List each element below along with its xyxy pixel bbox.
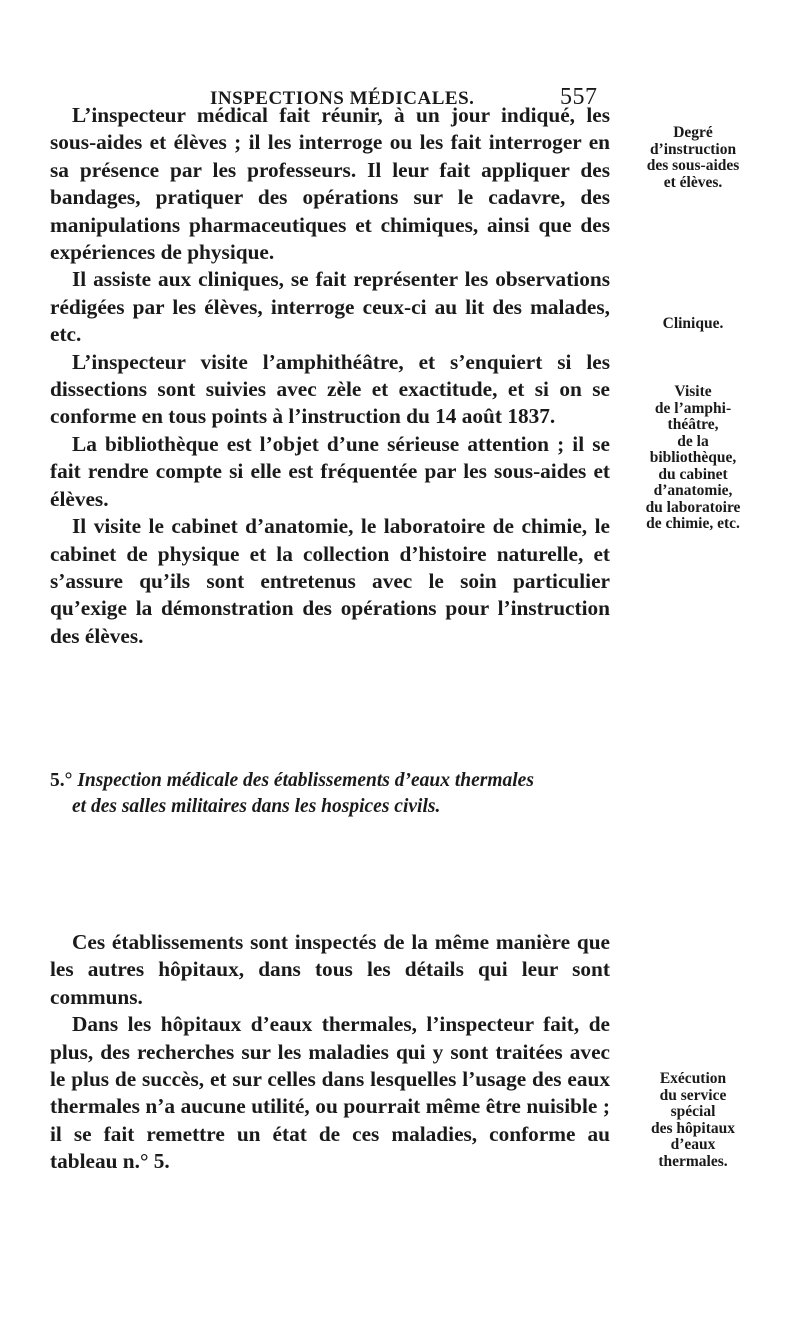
- margin-line: Degré: [673, 124, 713, 141]
- body-text-upper: [50, 102, 610, 650]
- paragraph: Ces établissements sont inspectés de la même manière que les autres hôpitaux, dans tous les détails qui leur sont communs.: [50, 930, 610, 1009]
- section-title-line1: Inspection médicale des établissements d’eaux thermales: [77, 770, 534, 791]
- margin-note-thermal-service: [618, 1071, 768, 1170]
- paragraph: L’inspecteur médical fait réunir, à un jour indiqué, les sous-aides et élèves ; il les interroge ou les fait interroger en sa présence par les professeurs. Il leur fait appliquer des bandages, pratiquer des opérations sur le cadavre, des manipulations pharmaceutiques et chimiques, ainsi que des expériences de physique.: [50, 103, 610, 265]
- margin-line: d’instruction: [649, 140, 737, 158]
- margin-line: de la: [677, 432, 709, 450]
- section-heading: [50, 768, 610, 820]
- margin-line: et élèves.: [663, 173, 723, 191]
- margin-line: Clinique.: [662, 315, 724, 332]
- margin-line: du laboratoire: [645, 498, 741, 516]
- paragraph: La bibliothèque est l’objet d’une sérieuse attention ; il se fait rendre compte si elle est fréquentée par les sous-aides et élèves.: [50, 431, 610, 511]
- body-text-lower: [50, 929, 610, 1176]
- paragraph: L’inspecteur visite l’amphithéâtre, et s’enquiert si les dissections sont suivies avec zèle et exactitude, et si on se conforme en tous points à l’instruction du 14 août 1837.: [50, 349, 610, 429]
- paragraph: Dans les hôpitaux d’eaux thermales, l’inspecteur fait, de plus, des recherches sur les maladies qui y sont traitées avec le plus de succès, et sur celles dans lesquelles l’usage des eaux thermales n’a aucune utilité, ou pourrait même être nuisible ; il se fait remettre un état de ces maladies, conforme au tableau n.° 5.: [50, 1012, 610, 1174]
- paragraph: Il assiste aux cliniques, se fait représenter les observations rédigées par les élèves, interroge ceux-ci au lit des malades, etc.: [50, 267, 610, 347]
- margin-line: d’eaux: [670, 1136, 716, 1153]
- margin-line: d’anatomie,: [653, 482, 733, 499]
- margin-line: de chimie, etc.: [646, 515, 740, 532]
- margin-line: du service: [659, 1086, 727, 1104]
- margin-line: théâtre,: [667, 416, 719, 433]
- margin-line: des hôpitaux: [651, 1119, 735, 1137]
- margin-line: thermales.: [658, 1152, 728, 1170]
- margin-line: de l’amphi-: [654, 399, 732, 417]
- margin-note-clinic: [618, 316, 768, 333]
- margin-note-visit: [618, 384, 768, 533]
- paragraph: Il visite le cabinet d’anatomie, le laboratoire de chimie, le cabinet de physique et la collection d’histoire naturelle, et s’assure qu’ils sont entretenus avec le soin particulier qu’exige la démonstration des opérations pour l’instruction des élèves.: [50, 514, 610, 648]
- section-number: 5.°: [50, 770, 73, 791]
- header-title: INSPECTIONS MÉDICALES.: [210, 88, 475, 109]
- margin-line: Visite: [674, 383, 712, 400]
- margin-line: spécial: [670, 1103, 716, 1120]
- margin-line: du cabinet: [658, 465, 728, 483]
- margin-line: des sous-aides: [646, 157, 740, 174]
- margin-line: bibliothèque,: [649, 449, 737, 466]
- section-title-line2: et des salles militaires dans les hospices civils.: [72, 796, 441, 817]
- margin-line: Exécution: [659, 1070, 727, 1087]
- margin-note-degree: [618, 125, 768, 191]
- page-number: 557: [560, 84, 598, 110]
